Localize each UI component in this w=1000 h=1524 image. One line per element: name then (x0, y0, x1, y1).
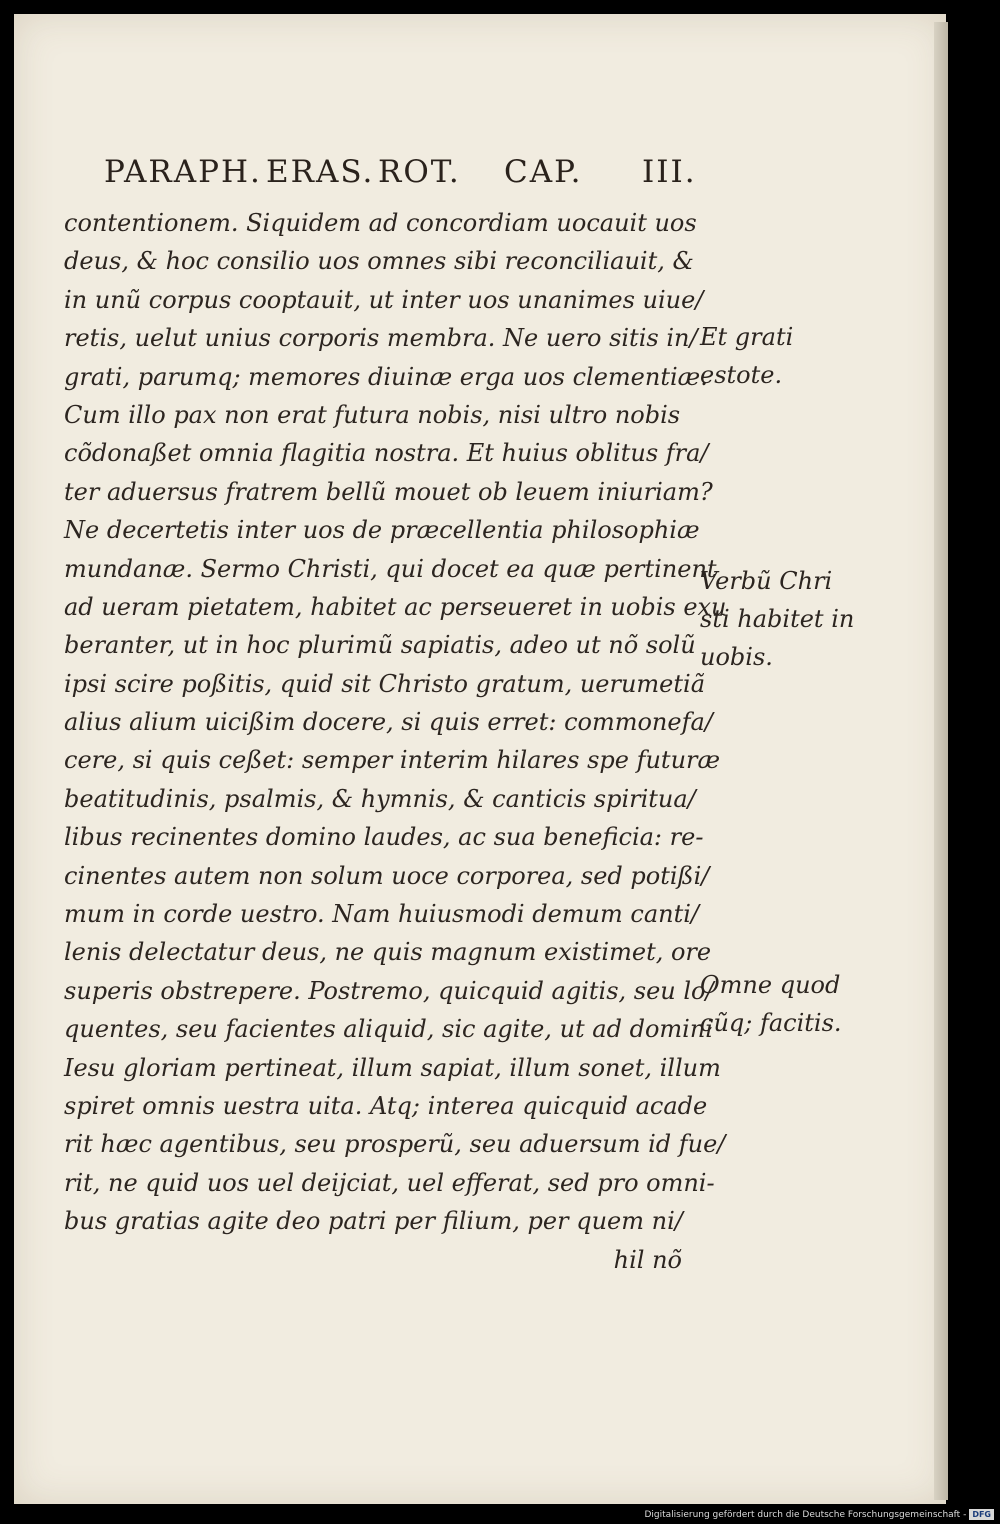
text-line: lenis delectatur deus, ne quis magnum existimet, ore (64, 938, 712, 967)
margin-note-line: uobis. (700, 643, 773, 671)
text-line: contentionem. Siquidem ad concordiam uocauit uos (64, 209, 697, 237)
credit-text: Digitalisierung gefördert durch die Deutsche Forschungsgemeinschaft - (644, 1509, 967, 1520)
main-text-block (64, 204, 727, 1279)
text-line: cere, si quis ceßet: semper interim hilares spe futuræ (64, 746, 721, 775)
text-line: cõdonaßet omnia flagitia nostra. Et huius oblitus fra/ (64, 439, 709, 468)
margin-note-line: Et grati (700, 323, 794, 351)
margin-note-line: Omne quod (700, 971, 841, 999)
header-paraph: PARAPH. (104, 154, 262, 190)
text-line: bus gratias agite deo patri per filium, per quem ni/ (64, 1207, 683, 1236)
text-line: ipsi scire poßitis, quid sit Christo gratum, uerumetiã (64, 669, 706, 698)
header-eras: ERAS. (266, 154, 375, 190)
margin-note-verbum-christi (700, 562, 854, 676)
margin-note-line: cũq; facitis. (700, 1009, 842, 1037)
page-edge (934, 22, 948, 1500)
catchword: hil nõ (613, 1245, 682, 1274)
text-line: superis obstrepere. Postremo, quicquid agitis, seu lo/ (64, 976, 714, 1005)
text-line: rit, ne quid uos uel deijciat, uel efferat, sed pro omni- (64, 1168, 715, 1197)
text-line: cinentes autem non solum uoce corporea, sed potißi/ (64, 861, 710, 890)
margin-note-line: Verbũ Chri (700, 567, 833, 595)
header-cap: CAP. (504, 154, 583, 190)
text-line: Iesu gloriam pertineat, illum sapiat, illum sonet, illum (64, 1053, 721, 1082)
text-line: deus, & hoc consilio uos omnes sibi reconciliauit, & (64, 247, 694, 276)
dfg-logo: DFG (969, 1509, 994, 1520)
text-line: Ne decertetis inter uos de præcellentia philosophiæ (64, 516, 700, 545)
text-line: beatitudinis, psalmis, & hymnis, & canticis spiritua/ (64, 784, 696, 813)
text-line: retis, uelut unius corporis membra. Ne uero sitis in/ (64, 324, 698, 353)
text-line: libus recinentes domino laudes, ac sua beneficia: re- (64, 823, 704, 852)
text-line: alius alium uicißim docere, si quis erret: commonefa/ (64, 708, 713, 737)
digitization-credit (644, 1509, 994, 1520)
header-chapter-number: III. (642, 154, 697, 190)
margin-note-omne-quod (700, 966, 842, 1042)
text-line: beranter, ut in hoc plurimũ sapiatis, adeo ut nõ solũ (64, 631, 696, 660)
book-page (14, 14, 946, 1504)
text-line: mundanæ. Sermo Christi, qui docet ea quæ pertinent (64, 554, 717, 583)
margin-note-line: estote. (700, 361, 783, 389)
text-line: grati, parumq; memores diuinæ erga uos clementiæ. (64, 362, 708, 391)
text-line: rit hæc agentibus, seu prosperũ, seu aduersum id fue/ (64, 1130, 726, 1159)
text-line: Cum illo pax non erat futura nobis, nisi ultro nobis (64, 400, 681, 429)
running-header (104, 154, 704, 198)
text-line: spiret omnis uestra uita. Atq; interea quicquid acade (64, 1091, 708, 1120)
margin-note-line: sti habitet in (700, 605, 855, 633)
margin-note-et-grati (700, 318, 793, 394)
text-line: mum in corde uestro. Nam huiusmodi demum canti/ (64, 900, 700, 929)
header-rot: ROT. (378, 154, 461, 190)
text-line: in unũ corpus cooptauit, ut inter uos unanimes uiue/ (64, 285, 704, 314)
text-line: ad ueram pietatem, habitet ac perseueret in uobis exu (64, 592, 727, 621)
text-line: ter aduersus fratrem bellũ mouet ob leuem iniuriam? (64, 477, 713, 506)
text-line: quentes, seu facientes aliquid, sic agite, ut ad domini (64, 1015, 713, 1044)
